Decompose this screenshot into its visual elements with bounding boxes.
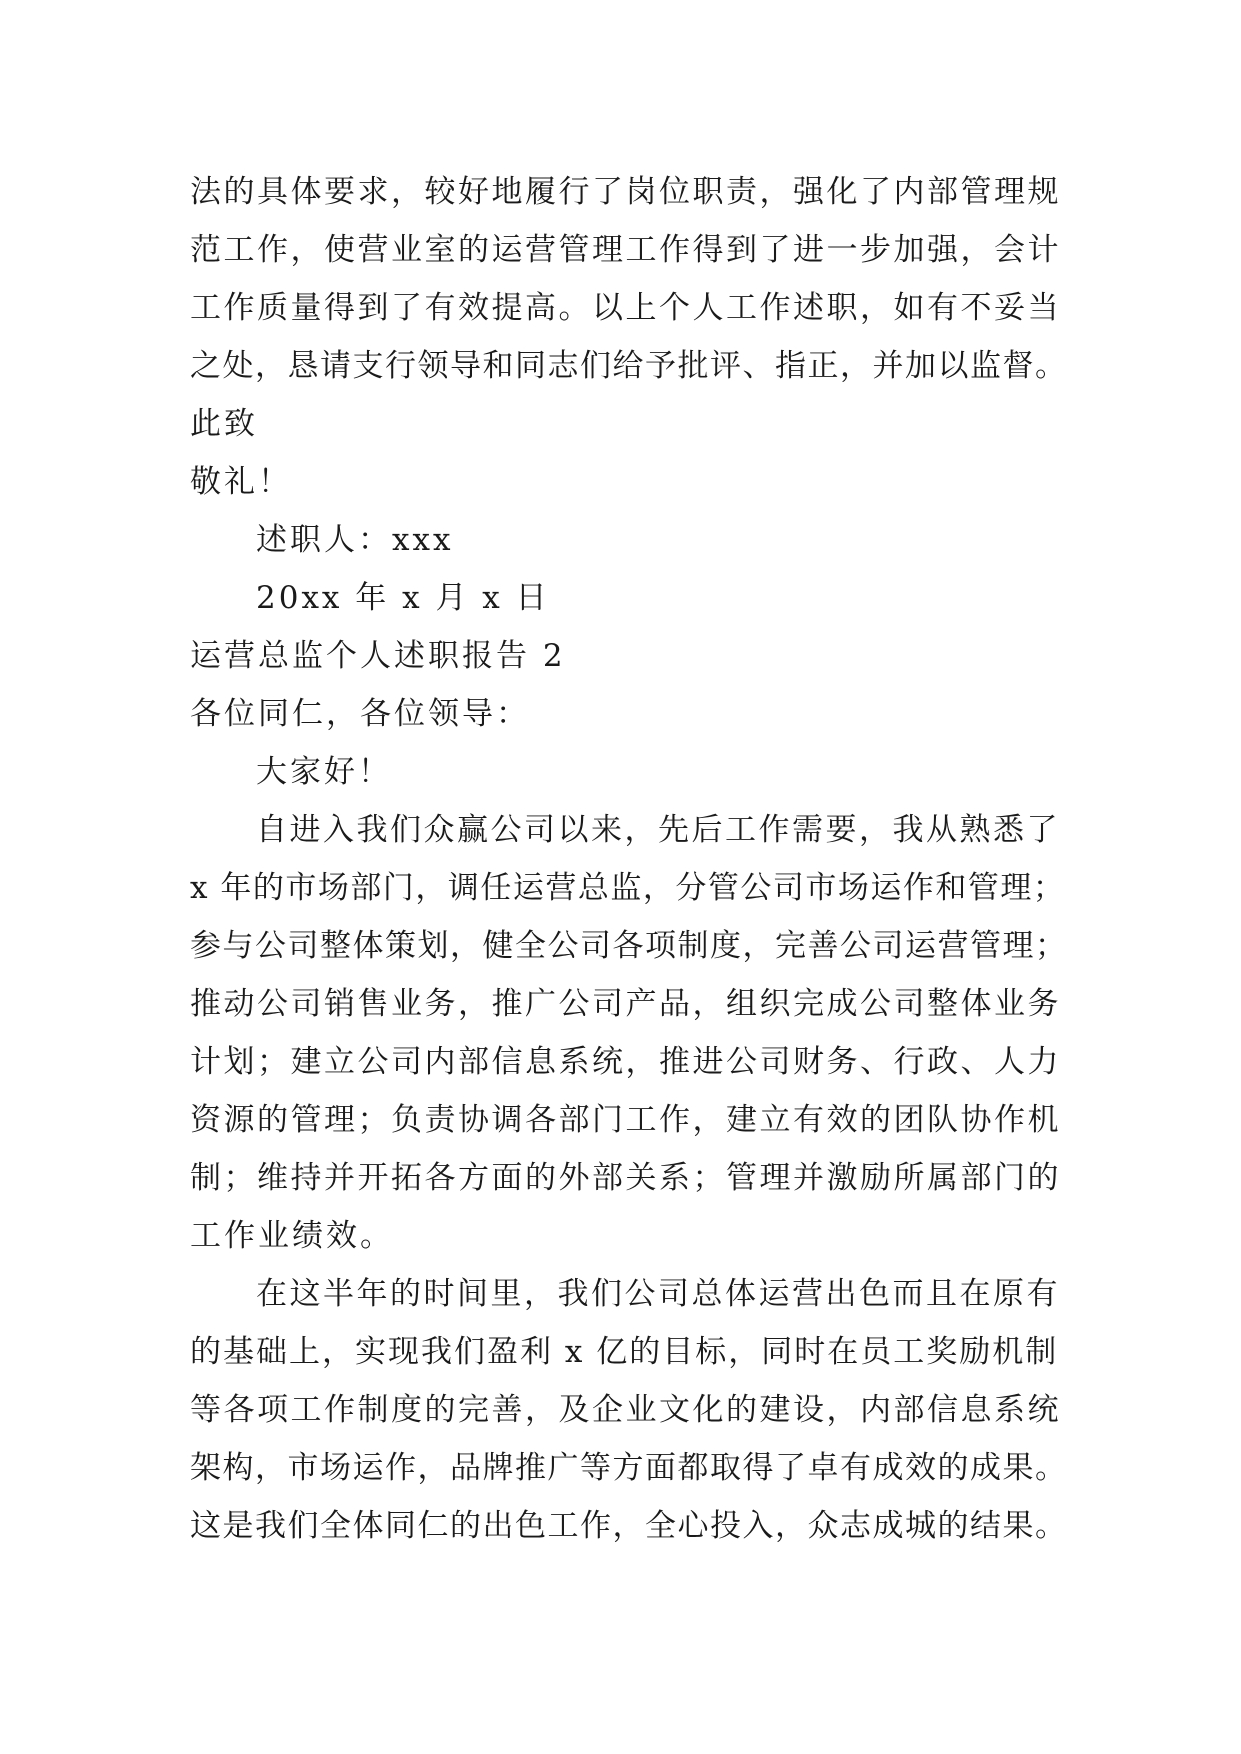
- text-line: 工作业绩效。: [190, 1218, 394, 1254]
- text-line: 运营总监个人述职报告 2: [190, 638, 566, 674]
- text-line: 范工作，使营业室的运营管理工作得到了进一步加强，会计: [190, 232, 1061, 268]
- text-line: 架构，市场运作，品牌推广等方面都取得了卓有成效的成果。: [190, 1450, 1068, 1486]
- text-line: 法的具体要求，较好地履行了岗位职责，强化了内部管理规: [190, 174, 1061, 210]
- text-line: 这是我们全体同仁的出色工作，全心投入，众志成城的结果。: [190, 1508, 1068, 1544]
- text-line: 之处，恳请支行领导和同志们给予批评、指正，并加以监督。: [190, 348, 1068, 384]
- text-line: 参与公司整体策划，健全公司各项制度，完善公司运营管理；: [190, 928, 1068, 964]
- text-line: 述职人：xxx: [256, 522, 454, 558]
- document-body: [190, 163, 1070, 1555]
- text-line: 20xx 年 x 月 x 日: [256, 580, 550, 616]
- text-line: 此致: [190, 406, 258, 442]
- text-line: 大家好！: [256, 754, 392, 790]
- text-line: 资源的管理；负责协调各部门工作，建立有效的团队协作机: [190, 1102, 1061, 1138]
- text-line: 制；维持并开拓各方面的外部关系；管理并激励所属部门的: [190, 1160, 1061, 1196]
- text-line: 等各项工作制度的完善，及企业文化的建设，内部信息系统: [190, 1392, 1061, 1428]
- text-line: 敬礼！: [190, 464, 292, 500]
- text-line: 计划；建立公司内部信息系统，推进公司财务、行政、人力: [190, 1044, 1061, 1080]
- text-line: 的基础上，实现我们盈利 x 亿的目标，同时在员工奖励机制: [190, 1334, 1059, 1370]
- text-line: 自进入我们众赢公司以来，先后工作需要，我从熟悉了: [256, 812, 1060, 848]
- text-line: 各位同仁，各位领导：: [190, 696, 530, 732]
- text-line: x 年的市场部门，调任运营总监，分管公司市场运作和管理；: [190, 870, 1066, 906]
- text-line: 在这半年的时间里，我们公司总体运营出色而且在原有: [256, 1276, 1060, 1312]
- text-line: 工作质量得到了有效提高。以上个人工作述职，如有不妥当: [190, 290, 1061, 326]
- text-line: 推动公司销售业务，推广公司产品，组织完成公司整体业务: [190, 986, 1061, 1022]
